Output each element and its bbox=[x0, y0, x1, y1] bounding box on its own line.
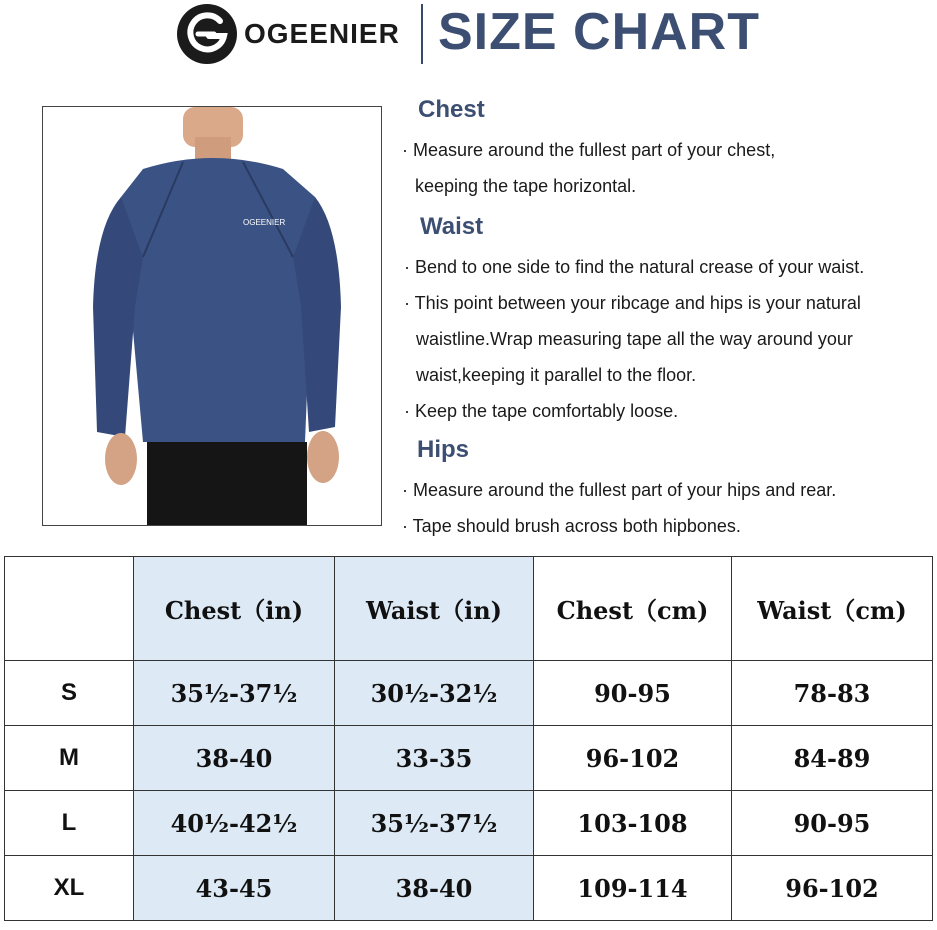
table-header-row bbox=[5, 557, 933, 661]
table-header-size bbox=[5, 557, 134, 661]
table-cell: 90-95 bbox=[534, 661, 732, 726]
table-row bbox=[5, 726, 933, 791]
waist-line-3: waistline.Wrap measuring tape all the way around your bbox=[416, 329, 853, 349]
waist-line-4: waist,keeping it parallel to the floor. bbox=[416, 365, 697, 385]
product-photo bbox=[42, 106, 382, 526]
table-row bbox=[5, 791, 933, 856]
hips-line-1: · Measure around the fullest part of your hips and rear. bbox=[402, 480, 837, 500]
waist-line-1: · Bend to one side to find the natural crease of your waist. bbox=[404, 257, 865, 277]
section-title-waist: Waist bbox=[420, 213, 484, 240]
header-divider bbox=[421, 4, 423, 64]
table-row bbox=[5, 856, 933, 921]
table-cell: 109-114 bbox=[534, 856, 732, 921]
table-cell: 84-89 bbox=[732, 726, 933, 791]
size-label: S bbox=[5, 661, 134, 726]
table-cell: 30½-32½ bbox=[335, 661, 534, 726]
brand-logo-icon bbox=[176, 3, 238, 65]
brand-name: OGEENIER bbox=[244, 18, 400, 49]
table-cell: 78-83 bbox=[732, 661, 933, 726]
table-cell: 96-102 bbox=[534, 726, 732, 791]
size-table bbox=[4, 556, 933, 921]
table-row bbox=[5, 661, 933, 726]
table-cell: 43-45 bbox=[134, 856, 335, 921]
chest-line-2: keeping the tape horizontal. bbox=[415, 176, 637, 196]
table-header-chest-in: Chest（in) bbox=[134, 557, 335, 661]
table-cell: 38-40 bbox=[335, 856, 534, 921]
hips-line-2: · Tape should brush across both hipbones. bbox=[402, 516, 741, 536]
shirt-logo: OGEENIER bbox=[243, 218, 286, 227]
size-label: M bbox=[5, 726, 134, 791]
page-title: SIZE CHART bbox=[438, 3, 760, 61]
size-label: L bbox=[5, 791, 134, 856]
table-header-waist-in: Waist（in) bbox=[335, 557, 534, 661]
header bbox=[0, 0, 937, 70]
section-title-hips: Hips bbox=[417, 436, 470, 463]
table-cell: 90-95 bbox=[732, 791, 933, 856]
model-illustration bbox=[43, 107, 381, 525]
table-cell: 33-35 bbox=[335, 726, 534, 791]
size-label: XL bbox=[5, 856, 134, 921]
waist-line-5: · Keep the tape comfortably loose. bbox=[404, 401, 679, 421]
table-cell: 40½-42½ bbox=[134, 791, 335, 856]
table-header-waist-cm: Waist（cm) bbox=[732, 557, 933, 661]
table-cell: 38-40 bbox=[134, 726, 335, 791]
table-cell: 35½-37½ bbox=[134, 661, 335, 726]
chest-line-1: · Measure around the fullest part of your chest, bbox=[402, 140, 776, 160]
section-title-chest: Chest bbox=[418, 96, 485, 123]
table-header-chest-cm: Chest（cm) bbox=[534, 557, 732, 661]
table-cell: 103-108 bbox=[534, 791, 732, 856]
waist-line-2: · This point between your ribcage and hips is your natural bbox=[404, 293, 861, 313]
table-cell: 35½-37½ bbox=[335, 791, 534, 856]
table-cell: 96-102 bbox=[732, 856, 933, 921]
